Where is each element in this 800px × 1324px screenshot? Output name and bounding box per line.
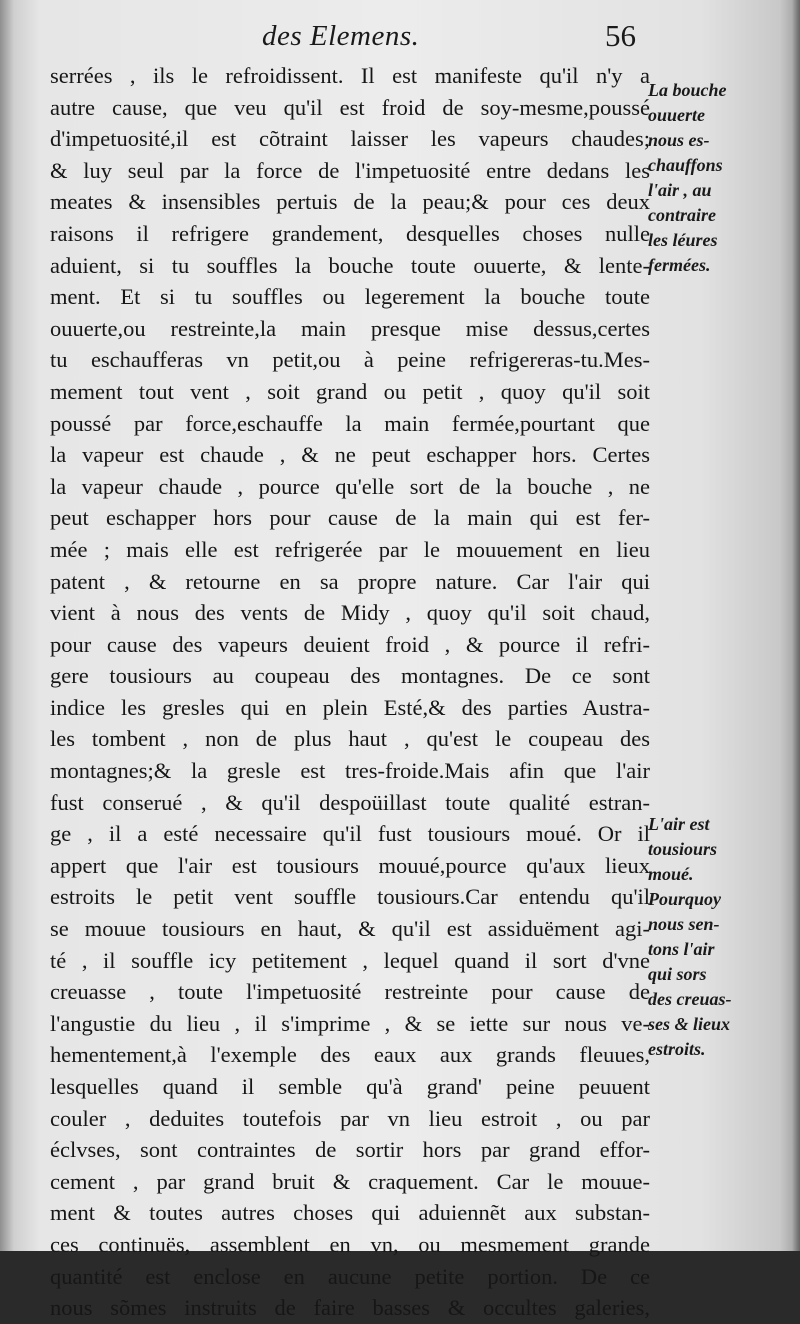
margin-note-line: estroits. [648,1039,706,1059]
text-line: ge , il a esté necessaire qu'il fust tousiours moué. Or il [50,821,650,847]
margin-note-line: ouuerte [648,105,706,125]
text-line: couler , deduites toutefois par vn lieu estroit , ou par [50,1105,650,1131]
text-line: fust conserué , & qu'il despoüillast toute qualité estran- [50,789,650,815]
margin-note-line: L'air est [648,814,710,834]
text-line: & luy seul par la force de l'impetuosité entre dedans les [50,157,650,183]
page-header [0,18,800,58]
text-line: patent , & retourne en sa propre nature. Car l'air qui [50,568,650,594]
text-line: la vapeur est chaude , & ne peut eschapper hors. Certes [50,442,650,468]
margin-note-line: nous sen- [648,914,720,934]
text-line: ment & toutes autres choses qui aduiennẽt aux substan- [50,1200,650,1226]
text-line: pour cause des vapeurs deuient froid , & pource il refri- [50,631,650,657]
margin-note-line: tousiours [648,839,718,859]
text-line: mée ; mais elle est refrigerée par le mouuement en lieu [50,536,650,562]
page-number: 56 [605,18,636,53]
text-line: meates & insensibles pertuis de la peau;& pour ces deux [50,189,650,215]
margin-note-line: nous es- [648,130,710,150]
text-line: creuasse , toute l'impetuosité restreinte pour cause de [50,979,650,1005]
text-line: lesquelles quand il semble qu'à grand' peine peuuent [50,1074,650,1099]
margin-note-line: Pourquoy [648,889,722,909]
margin-note-line: moué. [648,864,694,884]
margin-note-line: fermées. [648,255,711,275]
margin-note-line: l'air , au [648,180,712,200]
text-line: se mouue tousiours en haut, & qu'il est assiduëment agi- [50,916,650,942]
running-title: des Elemens. [262,20,420,52]
text-line: té , il souffle icy petitement , lequel quand il sort d'vne [50,947,650,973]
text-line: indice les gresles qui en plein Esté,& des parties Austra- [50,694,650,720]
margin-note-line: qui sors [648,964,707,984]
margin-note-breath [648,78,798,278]
margin-note-line: tons l'air [648,939,715,959]
text-line: l'angustie du lieu , il s'imprime , & se iette sur nous ve- [50,1010,650,1036]
margin-note-line: contraire [648,205,717,225]
text-line: autre cause, que veu qu'il est froid de soy-mesme,poussé [50,94,650,120]
text-line: appert que l'air est tousiours mouué,pource qu'aux lieux [50,852,650,878]
text-line: raisons il refrigere grandement, desquelles choses nulle [50,220,650,246]
text-line: d'impetuosité,il est cõtraint laisser les vapeurs chaudes; [50,126,650,152]
text-line: gere tousiours au coupeau des montagnes. De ce sont [50,663,650,689]
text-line: mement tout vent , soit grand ou petit , quoy qu'il soit [50,378,650,404]
text-line: cement , par grand bruit & craquement. Car le mouue- [50,1168,650,1194]
text-line: ouuerte,ou restreinte,la main presque mise dessus,certes [50,315,650,341]
margin-note-line: chauffons [648,155,723,175]
margin-note-air [648,812,798,1062]
margin-note-line: La bouche [648,80,727,100]
text-line: estroits le petit vent souffle tousiours.Car entendu qu'il [50,884,650,910]
text-line: vient à nous des vents de Midy , quoy qu'il soit chaud, [50,600,650,626]
text-line: nous sõmes instruits de faire basses & occultes galeries, [50,1295,650,1321]
text-line: montagnes;& la gresle est tres-froide.Mais afin que l'air [50,758,650,784]
main-text-block [50,60,650,1324]
margin-note-line: des creuas- [648,989,732,1009]
text-line: ces continuës, assemblent en vn, ou mesmement grande [50,1231,650,1257]
margin-note-line: les léures [648,230,718,250]
text-line: serrées , ils le refroidissent. Il est manifeste qu'il n'y a [50,63,650,88]
text-line: quantité est enclose en aucune petite portion. De ce [50,1263,650,1289]
text-line: tu eschaufferas vn petit,ou à peine refrigereras-tu.Mes- [50,347,650,373]
text-line: la vapeur chaude , pource qu'elle sort de la bouche , ne [50,473,650,499]
margin-note-line: ses & lieux [648,1014,731,1034]
text-line: aduient, si tu souffles la bouche toute ouuerte, & lente- [50,252,650,278]
text-line: ment. Et si tu souffles ou legerement la bouche toute [50,284,650,310]
text-line: éclvses, sont contraintes de sortir hors par grand effor- [50,1137,650,1163]
text-line: poussé par force,eschauffe la main fermée,pourtant que [50,410,650,436]
page-edge-shadow [792,0,800,1251]
text-line: hementement,à l'exemple des eaux aux grands fleuues, [50,1042,650,1068]
text-line: peut eschapper hors pour cause de la main qui est fer- [50,505,650,531]
text-line: les tombent , non de plus haut , qu'est le coupeau des [50,726,650,752]
